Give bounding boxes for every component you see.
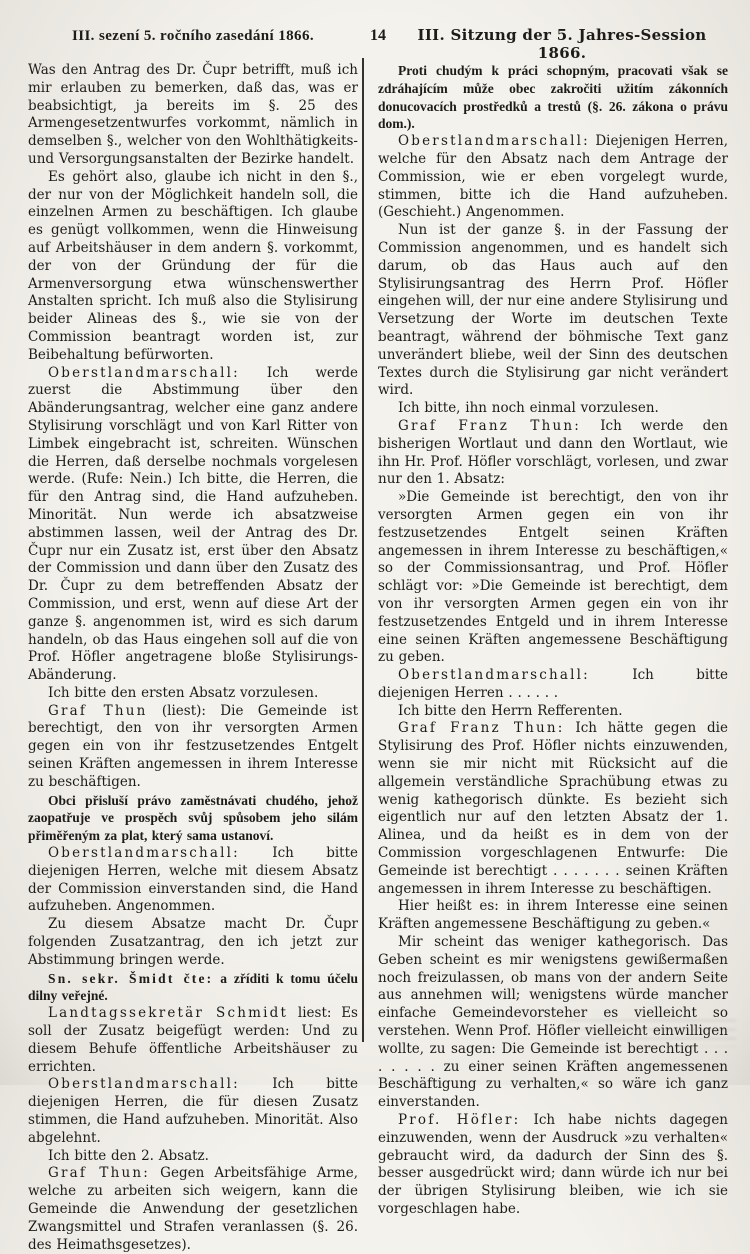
speaker-name: Oberstlandmarschall: — [48, 1076, 240, 1093]
paragraph-text: (liest): Die Gemeinde ist berechtigt, den von ihr versorgten Armen gegen ein von ihr festzusetzendes Entgelt seinen Kräften angemessen in ihrem Interesse zu beschäftigen. — [28, 702, 359, 790]
paragraph-text: Ich bitte diejenigen Herren . . . . . . — [378, 667, 728, 701]
speaker-name: Graf Thun — [48, 702, 148, 719]
paragraph-text: Nun ist der ganze §. in der Fassung der Commission angenommen, und es handelt sich darum, ob das Haus auch auf den Stylisirungsantrag des Herrn Prof. Höfler eingehen will, der nur eine andere Stylisirung und Versetzung der Worte im deutschen Texte beantragt, während der böhmische Text ganz unverändert bliebe, weil der Sinn des deutschen Textes durch die Stylisirung gar nicht verändert wird. — [378, 222, 728, 399]
paragraph-text: Ich werde zuerst die Abstimmung über den Abänderungsantrag, welcher eine ganz andere Stylisirung vorschlägt und von Karl Ritter von Limbek eingebracht ist, schreiten. Wünschen die Herren, daß derselbe nochmals vorgelesen werde. (Rufe: Nein.) Ich bitte, die Herren, die für den Antrag sind, die Hand aufzuheben. Minorität. Nun werde ich absatzweise abstimmen lassen, weil der Antrag des Dr. Čupr nur ein Zusatz ist, erst über den Absatz der Commission und dann über den Zusatz des Dr. Čupr zu dem betreffenden Absatz der Commission, und erst, wenn auf diese Art der ganze §. angenommen ist, wird es sich darum handeln, ob das Haus eingehen soll auf die von Prof. Höfler angetragene bloße Stylisirungs-Abänderung. — [28, 364, 358, 684]
speaker-name: Oberstlandmarschall: — [48, 364, 240, 381]
paragraph — [378, 133, 728, 222]
paragraph — [28, 1076, 358, 1147]
paragraph-czech — [28, 792, 358, 845]
header-right-title: III. Sitzung der 5. Jahres-Session 1866. — [417, 26, 707, 62]
paragraph-text: liest: Es soll der Zusatz beigefügt werden: Und zu diesem Behufe öffentliche Arbeitshäuser zu errichten. — [28, 1005, 358, 1075]
paragraph — [378, 489, 728, 667]
paragraph — [28, 685, 358, 703]
text-columns — [28, 62, 728, 1254]
paragraph-text: Hier heißt es: in ihrem Interesse eine seinen Kräften angemessene Beschäftigung zu geben.« — [378, 898, 728, 933]
paragraph-text: Zu diesem Absatze macht Dr. Čupr folgenden Zusatzantrag, den ich jetzt zur Abstimmung bringen werde. — [28, 916, 358, 968]
paragraph — [378, 222, 728, 400]
paragraph — [28, 703, 358, 792]
speaker-name: Prof. Höfler: — [398, 1112, 521, 1129]
paragraph — [28, 916, 358, 969]
paragraph-czech — [28, 970, 358, 1006]
paragraph-text: Ich bitte diejenigen Herren, die für diesen Zusatz stimmen, die Hand aufzuheben. Minorität. Also abgelehnt. — [28, 1076, 358, 1146]
paragraph-text: Gegen Arbeitsfähige Arme, welche zu arbeiten sich weigern, kann die Gemeinde die Anwendung der gesetzlichen Zwangsmittel und Strafen veranlassen (§. 26. des Heimathsgesetzes). — [28, 1165, 358, 1253]
header-left-title: III. sezení 5. ročního zasedání 1866. — [71, 28, 315, 44]
paragraph-text: a zříditi k tomu účelu dilny veřejné. — [28, 970, 358, 1004]
paragraph-text: Proti chudým k práci schopným, pracovati však se zdráhajícím může obec zakročiti užitím zákonních donucovacích prostředků a trestů (§. 26. zákona o právu dom.). — [378, 63, 728, 132]
paragraph — [28, 365, 358, 685]
speaker-name: Graf Thun: — [48, 1165, 151, 1182]
paragraph-czech — [378, 62, 728, 133]
paragraph — [28, 62, 358, 169]
paragraph — [378, 400, 728, 418]
paragraph-text: Diejenigen Herren, welche für den Absatz nach dem Antrage der Commission, wie er eben vorgelegt wurde, stimmen, bitte ich die Hand aufzuheben. (Geschieht.) Angenommen. — [378, 133, 728, 221]
page-number: 14 — [370, 27, 386, 44]
right-column — [378, 62, 728, 1254]
paragraph-text: Ich habe nichts dagegen einzuwenden, wenn der Ausdruck »zu verhalten« gebraucht wird, da dadurch der Sinn des §. besser ausgedrückt wird; dann würde ich nur bei der übrigen Stylisirung bleiben, wie ich sie vorgeschlagen habe. — [378, 1112, 728, 1217]
paragraph — [28, 1148, 358, 1166]
paragraph-text: Obci přisluší právo zaměstnávati chudého, jehož zaopatřuje ve prospěch svůj spůsobem jeho silám přiměřeným za plat, který sama ustanoví. — [28, 792, 358, 844]
speaker-name: Landtagssekretär Schmidt — [48, 1005, 289, 1022]
paragraph — [378, 418, 728, 489]
paragraph — [28, 169, 358, 365]
paragraph-text: Ich werde den bisherigen Wortlaut und dann den Wortlaut, wie ihn Hr. Prof. Höfler vorschlägt, vorlesen, und zwar nur den 1. Absatz: — [378, 417, 728, 488]
paragraph — [378, 1112, 728, 1219]
speaker-name: Oberstlandmarschall: — [48, 845, 240, 862]
paragraph-text: Es gehört also, glaube ich nicht in den §., der nur von der Möglichkeit handeln soll, die einzelnen Armen zu beschäftigen. Ich glaube es genügt vollkommen, wenn die Hinweisung auf Arbeitshäuser in dem andern §. vorkommt, der von der Gründung der für die Armenversorgung etwa wünschenswerther Anstalten spricht. Ich muß also die Stylisirung beider Alineas des §., wie sie von der Commission beantragt worden ist, zur Beibehaltung befürworten. — [28, 168, 358, 363]
paragraph-text: Ich bitte, ihn noch einmal vorzulesen. — [398, 400, 659, 417]
paragraph — [378, 934, 728, 1112]
paragraph — [378, 898, 728, 934]
left-column — [28, 62, 358, 1254]
paragraph-text: Was den Antrag des Dr. Čupr betrifft, muß ich mir erlauben zu bemerken, daß das, was er beabsichtigt, ja bereits im §. 25 des Armengesetzentwurfes vorkommt, nämlich in demselben §., welcher von den Wohlthätigkeits- und Versorgungsanstalten der Bezirke handelt. — [28, 62, 358, 167]
paragraph-text: Ich hätte gegen die Stylisirung des Prof. Höfler nichts einzuwenden, wenn sie mir nicht mit Rücksicht auf die allgemein verständliche Sprachübung etwas zu wenig kathegorisch dünkte. Es bezieht sich eigentlich nur auf den letzten Absatz der 1. Alinea, und da heißt es in dem von der Commission vorgeschlagenen Entwurfe: Die Gemeinde ist berechtigt . . . . . . . seinen Kräften angemessen in ihrem Interesse zu beschäftigen. — [378, 720, 728, 897]
speaker-name: Sn. sekr. Šmidt čte: — [48, 970, 214, 986]
page-header — [28, 26, 726, 62]
speaker-name: Graf Franz Thun: — [398, 720, 565, 737]
speaker-name: Oberstlandmarschall: — [398, 133, 590, 150]
paragraph — [28, 845, 358, 916]
paragraph-text: Ich bitte den Herrn Refferenten. — [398, 702, 623, 719]
paragraph-text: Mir scheint das weniger kathegorisch. Das Geben scheint es mir wenigstens gewißermaßen noch freizulassen, ob mans von der andern Seite aus annehmen will; wenigstens würde mancher einfache Gemeindevorsteher es vielleicht so verstehen. Wenn Prof. Höfler vielleicht einwilligen wollte, zu sagen: Die Gemeinde ist berechtigt . . . . . . . . zu einer seinen Kräften angemessenen Beschäftigung zu verhalten,« so wäre ich ganz einverstanden. — [378, 934, 728, 1111]
paragraph — [28, 1005, 358, 1076]
paragraph-text: Ich bitte den ersten Absatz vorzulesen. — [48, 684, 319, 701]
paragraph — [378, 703, 728, 721]
speaker-name: Oberstlandmarschall: — [398, 667, 590, 684]
paragraph-text: Ich bitte diejenigen Herren, welche mit diesem Absatz der Commission einverstanden sind, die Hand aufzuheben. Angenommen. — [28, 845, 358, 915]
paragraph — [378, 667, 728, 703]
speaker-name: Graf Franz Thun: — [398, 417, 582, 434]
paragraph — [28, 1165, 358, 1254]
paragraph-text: Ich bitte den 2. Absatz. — [48, 1147, 209, 1164]
paragraph — [378, 720, 728, 898]
paragraph-text: »Die Gemeinde ist berechtigt, den von ihr versorgten Armen gegen ein von ihr festzusetzendes Entgelt seinen Kräften angemessen in ihrem Interesse zu beschäftigen,« so der Commissionsantrag, und Prof. Höfler schlägt vor: »Die Gemeinde ist berechtigt, dem von ihr versorgten Armen gegen ein von ihr festzusetzendes Entgeld und in ihrem Interesse eine seinen Kräften angemessene Beschäftigung zu geben. — [378, 489, 728, 666]
